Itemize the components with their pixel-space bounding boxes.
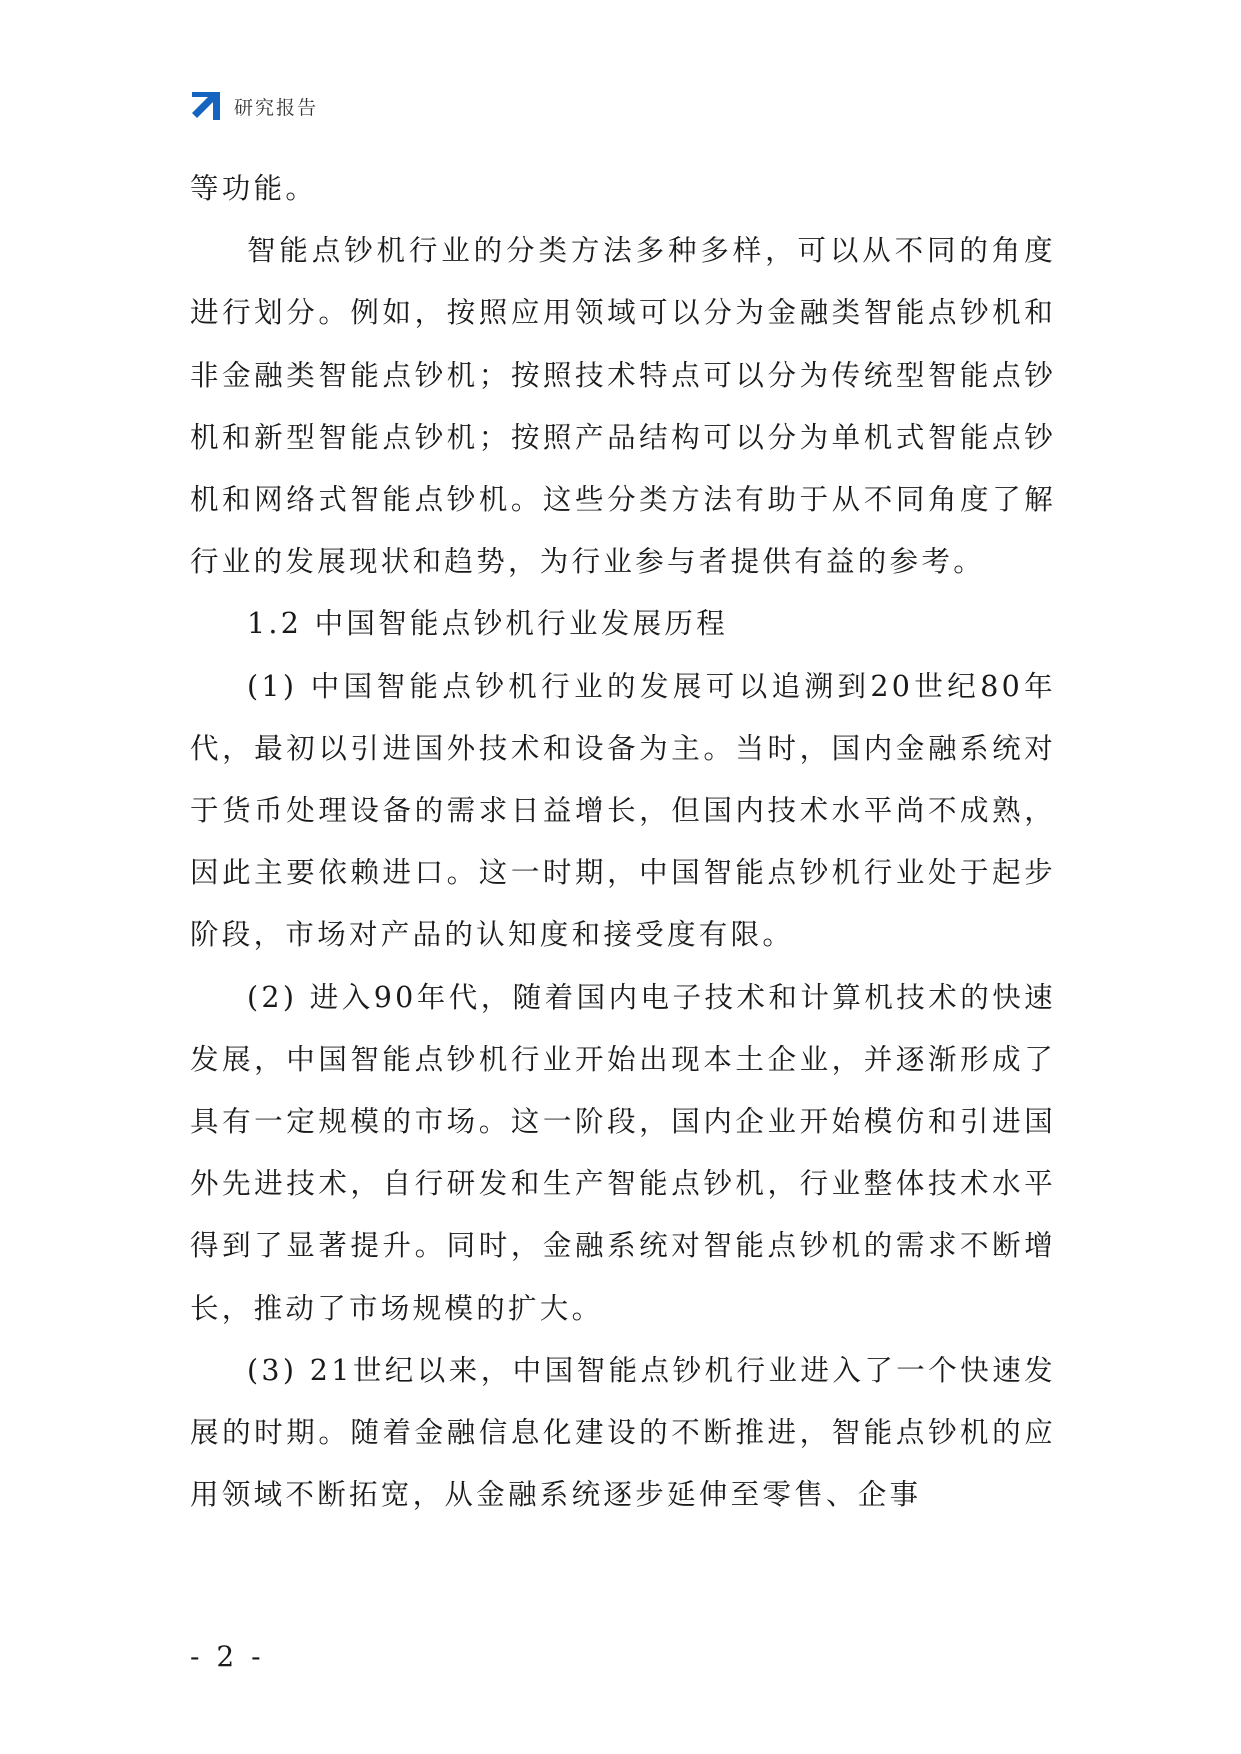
- paragraph-continuation: 等功能。: [190, 172, 318, 205]
- paragraph-classification: 智能点钞机行业的分类方法多种多样，可以从不同的角度进行划分。例如，按照应用领域可以分为金融类智能点钞机和非金融类智能点钞机；按照技术特点可以分为传统型智能点钞机和新型智能点钞机；按照产品结构可以分为单机式智能点钞机和网络式智能点钞机。这些分类方法有助于从不同角度了解行业的发展现状和趋势，为行业参与者提供有益的参考。: [190, 234, 1056, 579]
- diagonal-arrow-icon: [190, 90, 222, 122]
- report-header: [190, 88, 318, 124]
- paragraph-history-1: (1) 中国智能点钞机行业的发展可以追溯到20世纪80年代，最初以引进国外技术和设备为主。当时，国内金融系统对于货币处理设备的需求日益增长，但国内技术水平尚不成熟，因此主要依赖进口。这一时期，中国智能点钞机行业处于起步阶段，市场对产品的认知度和接受度有限。: [190, 669, 1056, 952]
- section-heading: 1.2 中国智能点钞机行业发展历程: [247, 607, 728, 641]
- document-body: [190, 158, 1056, 1526]
- paragraph-history-2: (2) 进入90年代，随着国内电子技术和计算机技术的快速发展，中国智能点钞机行业开始出现本土企业，并逐渐形成了具有一定规模的市场。这一阶段，国内企业开始模仿和引进国外先进技术，自行研发和生产智能点钞机，行业整体技术水平得到了显著提升。同时，金融系统对智能点钞机的需求不断增长，推动了市场规模的扩大。: [190, 980, 1056, 1325]
- header-title: 研究报告: [234, 96, 319, 119]
- paragraph-history-3: (3) 21世纪以来，中国智能点钞机行业进入了一个快速发展的时期。随着金融信息化建设的不断推进，智能点钞机的应用领域不断拓宽，从金融系统逐步延伸至零售、企事: [190, 1353, 1056, 1512]
- page-number: - 2 -: [190, 1640, 265, 1673]
